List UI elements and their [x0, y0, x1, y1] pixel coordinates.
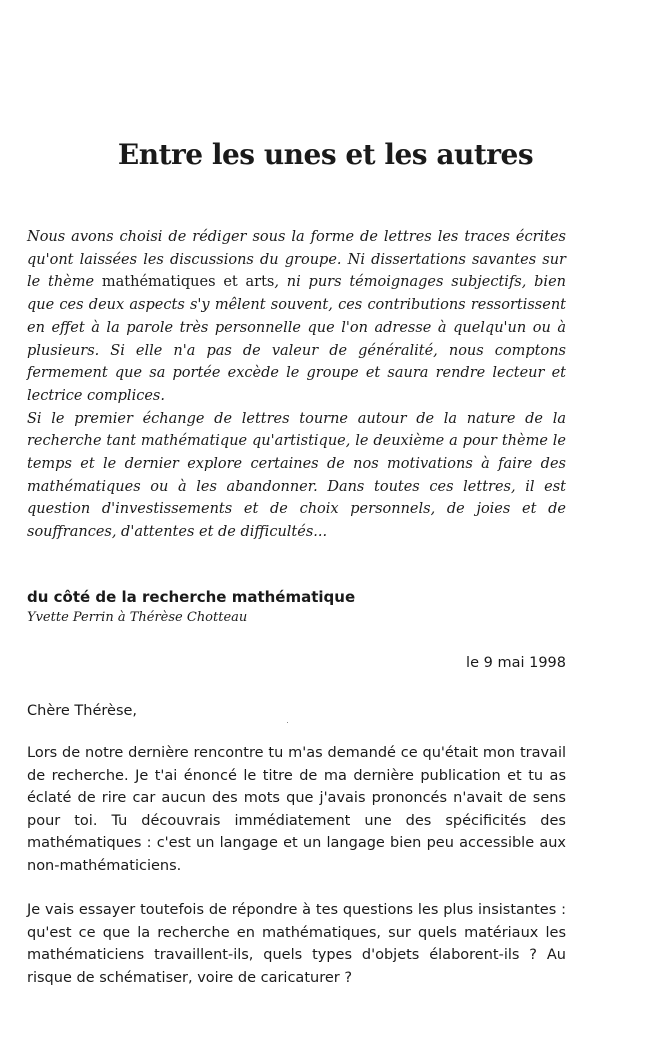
- page-title: Entre les unes et les autres: [117, 138, 534, 171]
- letter-date: le 9 mai 1998: [466, 655, 566, 671]
- letter-paragraph-1: Lors de notre dernière rencontre tu m'as demandé ce qu'était mon travail de recherche. Je t'ai énoncé le titre de ma dernière publication et tu as éclaté de rire car aucun des mots que j'avais prononcés n'avait de sens pour toi. Tu découvrais immédiatement une des spécificités des mathématiques : c'est un langage et un langage bien peu accessible aux non-mathématiciens.: [27, 745, 566, 874]
- intro-p1-part-a: Nous avons choisi de rédiger sous la forme de lettres les traces écrites qu'ont laissées les discussions du groupe. Ni dissertations savantes sur le thème: [27, 229, 566, 291]
- intro-p1-part-c: , ni purs témoignages subjectifs, bien que ces deux aspects s'y mêlent souvent, ces contributions ressortissent en effet à la parole très personnelle que l'on adresse à quelqu'un ou à plusieurs. Si elle n'a pas de valeur de généralité, nous comptons fermement que sa portée excède le groupe et saura rendre lecteur et lectrice complices.: [27, 274, 566, 404]
- intro-paragraph-2: Si le premier échange de lettres tourne autour de la nature de la recherche tant mathématique qu'artistique, le deuxième a pour thème le temps et le dernier explore certaines de nos motivations à faire des mathématiques ou à les abandonner. Dans toutes ces lettres, il est question d'investissements et de choix personnels, de joies et de souffrances, d'attentes et de difficultés...: [27, 410, 566, 541]
- letter-paragraph-2: Je vais essayer toutefois de répondre à tes questions les plus insistantes : qu'est ce que la recherche en mathématiques, sur quels matériaux les mathématiciens travaillent-ils, quels types d'objets élaborent-ils ? Au risque de schématiser, voire de caricaturer ?: [27, 902, 566, 986]
- intro-p1-theme: mathématiques et arts: [101, 274, 275, 291]
- print-speck: [287, 722, 288, 723]
- letter-salutation: Chère Thérèse,: [27, 703, 138, 719]
- letter-sender-recipient: Yvette Perrin à Thérèse Chotteau: [27, 610, 248, 625]
- intro-paragraph-1: [27, 226, 566, 408]
- intro-text: [27, 226, 566, 544]
- section-heading: du côté de la recherche mathématique: [27, 588, 356, 606]
